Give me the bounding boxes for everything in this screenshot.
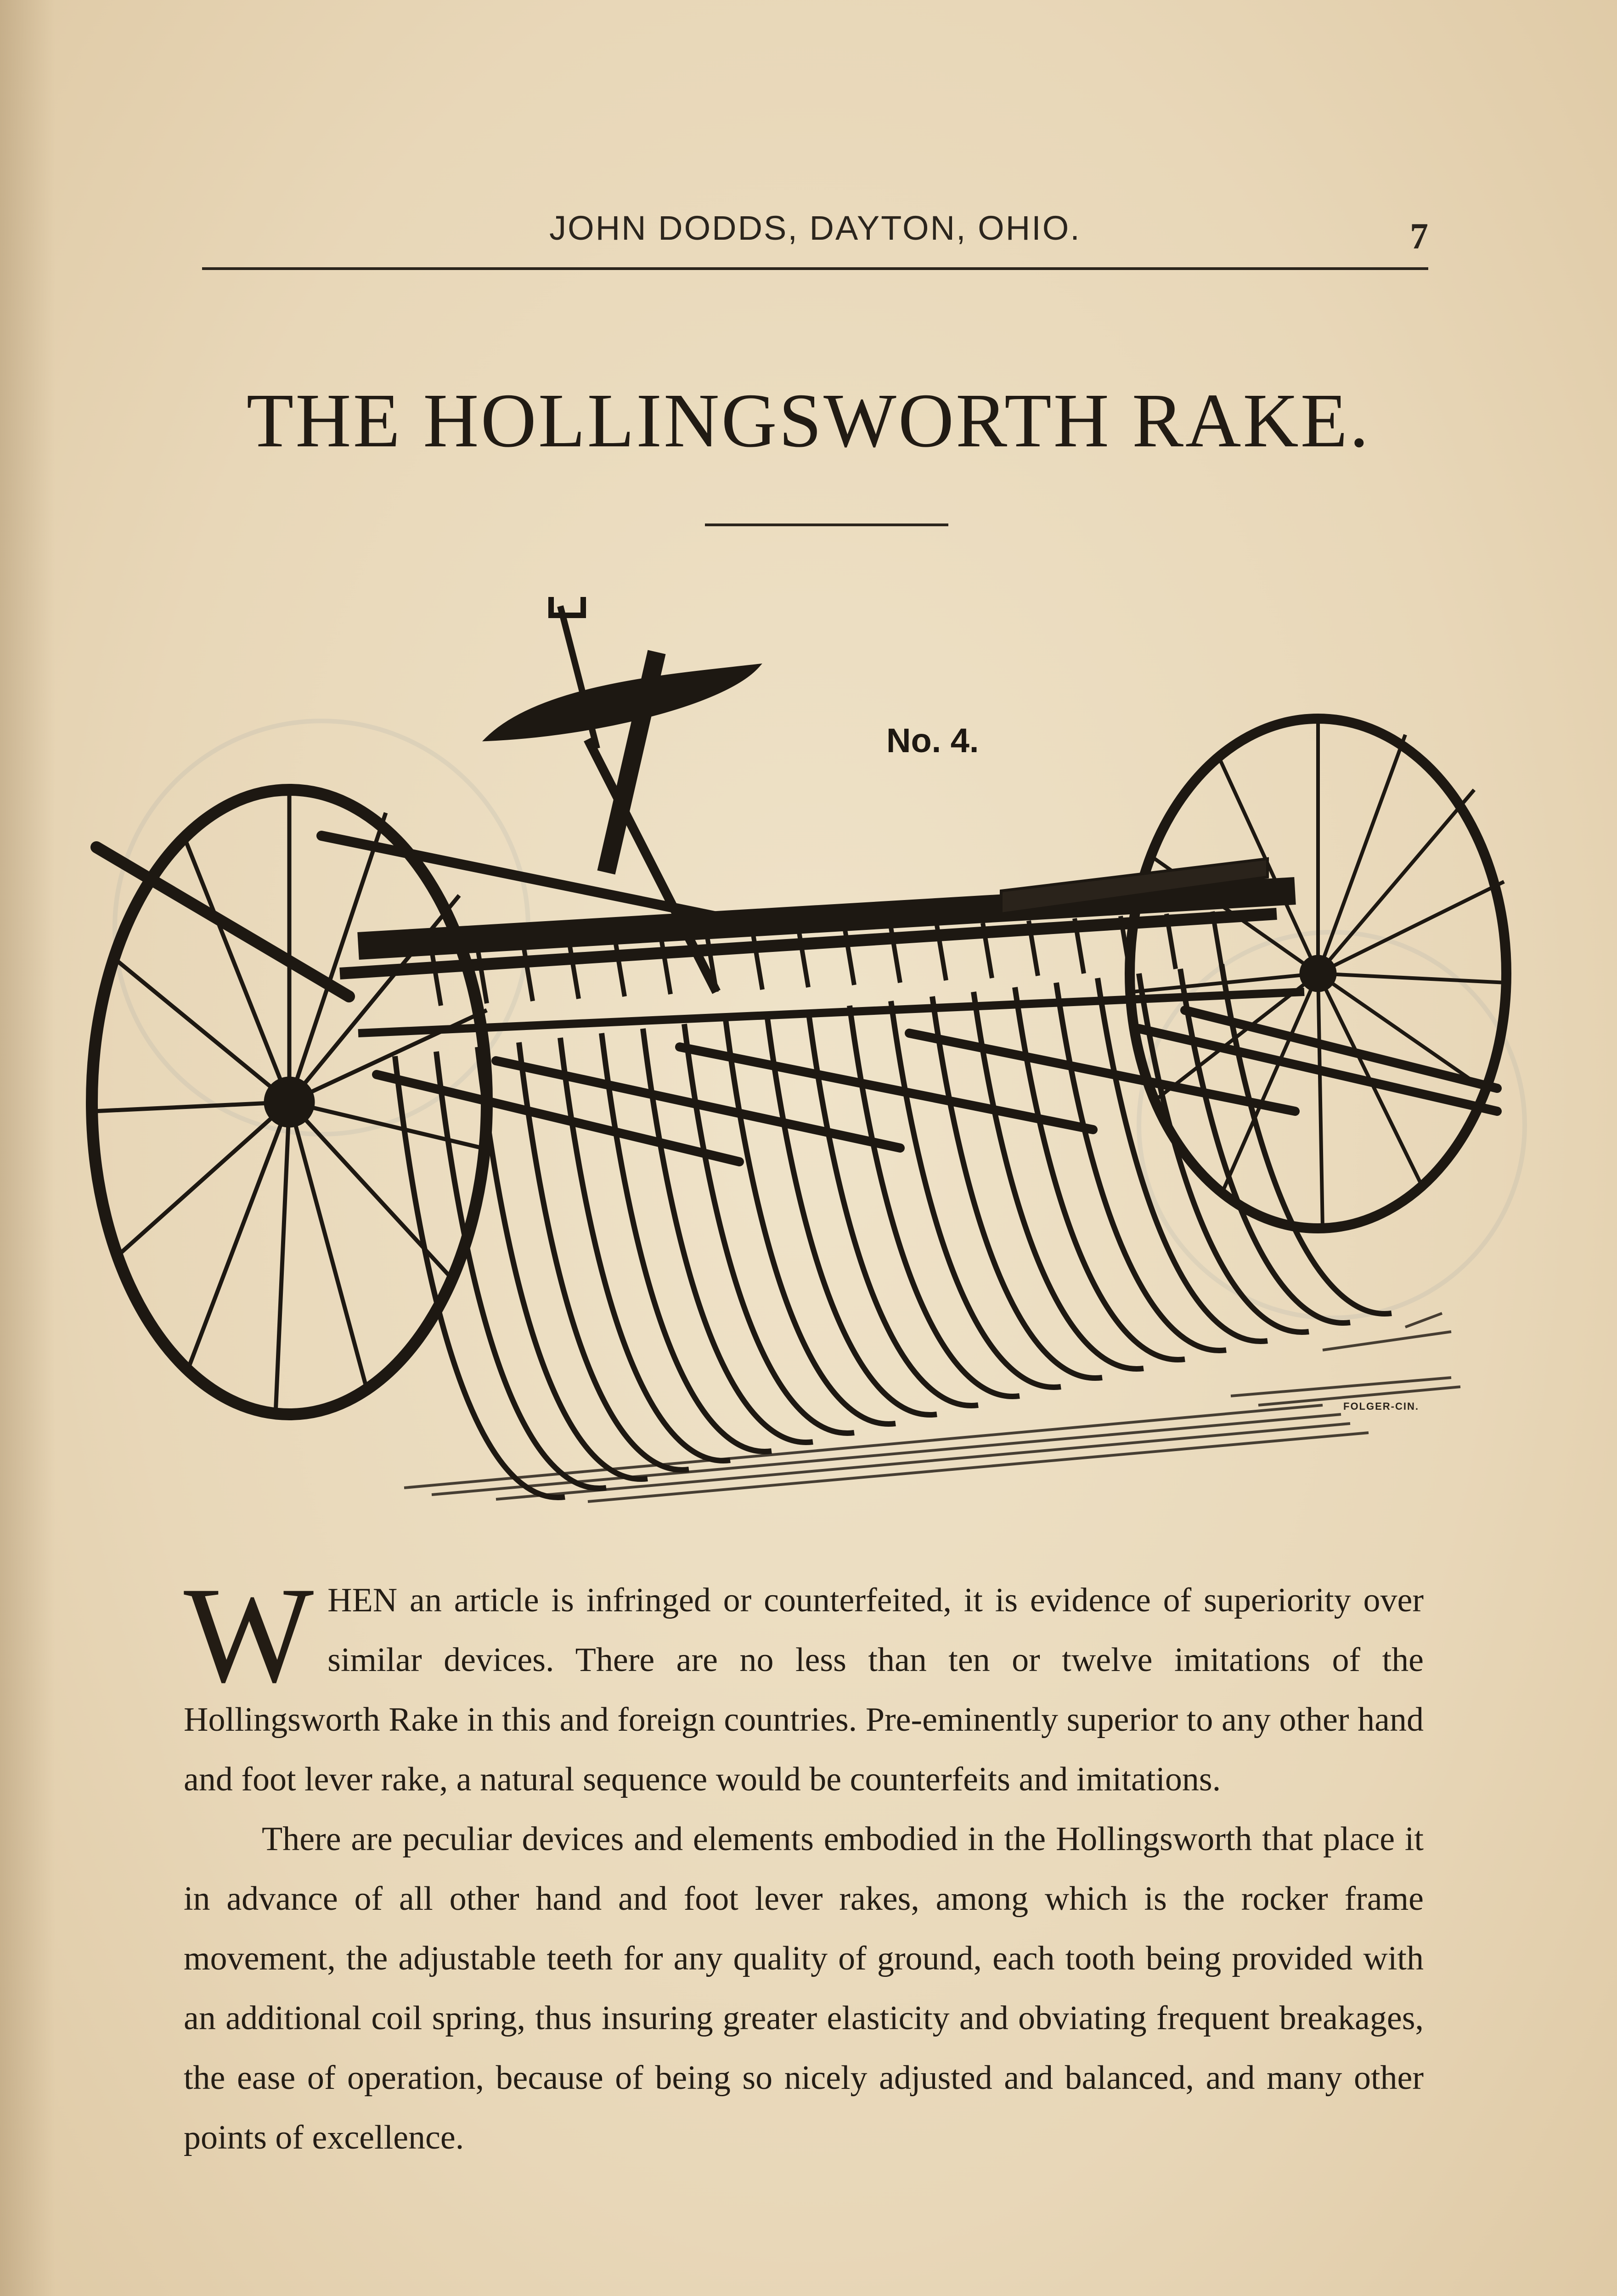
left-wheel	[92, 790, 487, 1414]
article-title: THE HOLLINGSWORTH RAKE.	[246, 378, 1371, 463]
drop-cap: W	[184, 1559, 314, 1711]
frame-and-bars	[96, 597, 1497, 1162]
paragraph-1-text: HEN an article is infringed or counterfeited, it is evidence of superiority over similar devices. There are no less than ten or twelve imitations of the Hollingsworth Rake in this and foreign countries. Pre-eminently superior to any other hand and foot lever rake, a natural sequence would be counterfeits and imitations.	[184, 1581, 1424, 1798]
title-rule	[705, 523, 948, 526]
page-number: 7	[1410, 216, 1428, 257]
paragraph-2: There are peculiar devices and elements embodied in the Hollingsworth that place it in advance of all other hand and foot lever rakes, among which is the rocker frame movement, the adjustable teeth for any quality of ground, each tooth being provided with an additional coil spring, thus insuring greater elasticity and obviating frequent breakages, the ease of operation, because of being so nicely adjusted and balanced, and many other points of excellence.	[184, 1820, 1424, 2156]
running-title: JOHN DODDS, DAYTON, OHIO.	[549, 209, 1081, 247]
paragraph-1	[184, 1559, 1424, 1809]
rake-tines	[395, 964, 1392, 1497]
model-number-label: No. 4.	[886, 721, 979, 760]
running-header	[202, 202, 1428, 266]
header-rule	[202, 267, 1428, 270]
page-edge-shadow	[0, 0, 55, 2296]
engraver-credit: FOLGER-CIN.	[1343, 1401, 1419, 1412]
article-body	[184, 1559, 1424, 2167]
rake-engraving	[83, 597, 1534, 1525]
